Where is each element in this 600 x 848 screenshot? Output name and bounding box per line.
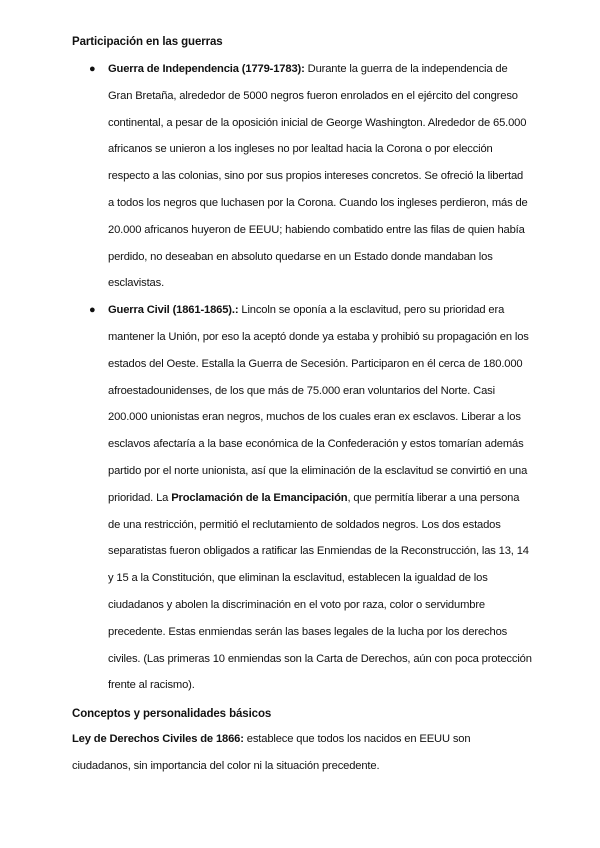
paragraph-ley-derechos — [72, 726, 532, 780]
list-item — [72, 297, 532, 699]
bullet-icon: ● — [89, 304, 96, 317]
wars-bullet-list — [72, 56, 532, 699]
item-bold-proclamacion: Proclamación de la Emancipación — [171, 491, 348, 504]
item-text-guerra-civil-b: , que permitía liberar a una persona de una restricción, permitió el reclutamiento de soldados negros. Los dos estados separatistas fueron obligados a ratificar las Enmiendas de la Reconstrucción, las 13, 14 y 15 a la Constitución, que eliminan la esclavitud, establecen la igualdad de los ciudadanos y abolen la discriminación en el voto por raza, color o servidumbre precedente. Estas enmiendas serán las bases legales de la lucha por los derechos civiles. (Las primeras 10 enmiendas son la Carta de Derechos, aún con poca protección frente al racismo). — [108, 491, 532, 692]
bullet-icon: ● — [89, 63, 96, 75]
item-text-independencia: Durante la guerra de la independencia de Gran Bretaña, alrededor de 5000 negros fueron enrolados en el ejército del congreso continental, a pesar de la oposición inicial de George Washington. Alrededor de 65.000 africanos se unieron a los ingleses no por lealtad hacia la Corona o por elección respecto a las colonias, sino por sus propios intereses concretos. Se ofreció la libertad a todos los negros que luchasen por la Corona. Cuando los ingleses perdieron, más de 20.000 africanos huyeron de EEUU; habiendo combatido entre las filas de quien había perdido, no deseaban en absoluto quedarse en un Estado donde mandaban los esclavistas. — [108, 63, 528, 290]
list-item — [72, 56, 532, 297]
item-title-guerra-civil: Guerra Civil (1861-1865).: — [108, 304, 239, 317]
item-text-guerra-civil-a: Lincoln se oponía a la esclavitud, pero su prioridad era mantener la Unión, por eso la aceptó donde ya estaba y prohibió su propagación en los estados del Oeste. Estalla la Guerra de Secesión. Participaron en él cerca de 180.000 afroestadounidenses, de los que más de 75.000 eran voluntarios del Norte. Casi 200.000 unionistas eran negros, muchos de los cuales eran ex esclavos. Liberar a los esclavos afectaría a la base económica de la Confederación y estos tomarían además partido por el norte unionista, así que la eliminación de la esclavitud se convirtió en una prioridad. La — [108, 304, 529, 504]
para-title-ley: Ley de Derechos Civiles de 1866: — [72, 733, 244, 745]
heading-conceptos: Conceptos y personalidades básicos — [72, 708, 272, 720]
item-title-independencia: Guerra de Independencia (1779-1783): — [108, 63, 305, 75]
para-text-ley: establece que todos los nacidos en EEUU son ciudadanos, sin importancia del color ni la situación precedente. — [72, 733, 471, 772]
heading-participacion: Participación en las guerras — [72, 36, 223, 48]
